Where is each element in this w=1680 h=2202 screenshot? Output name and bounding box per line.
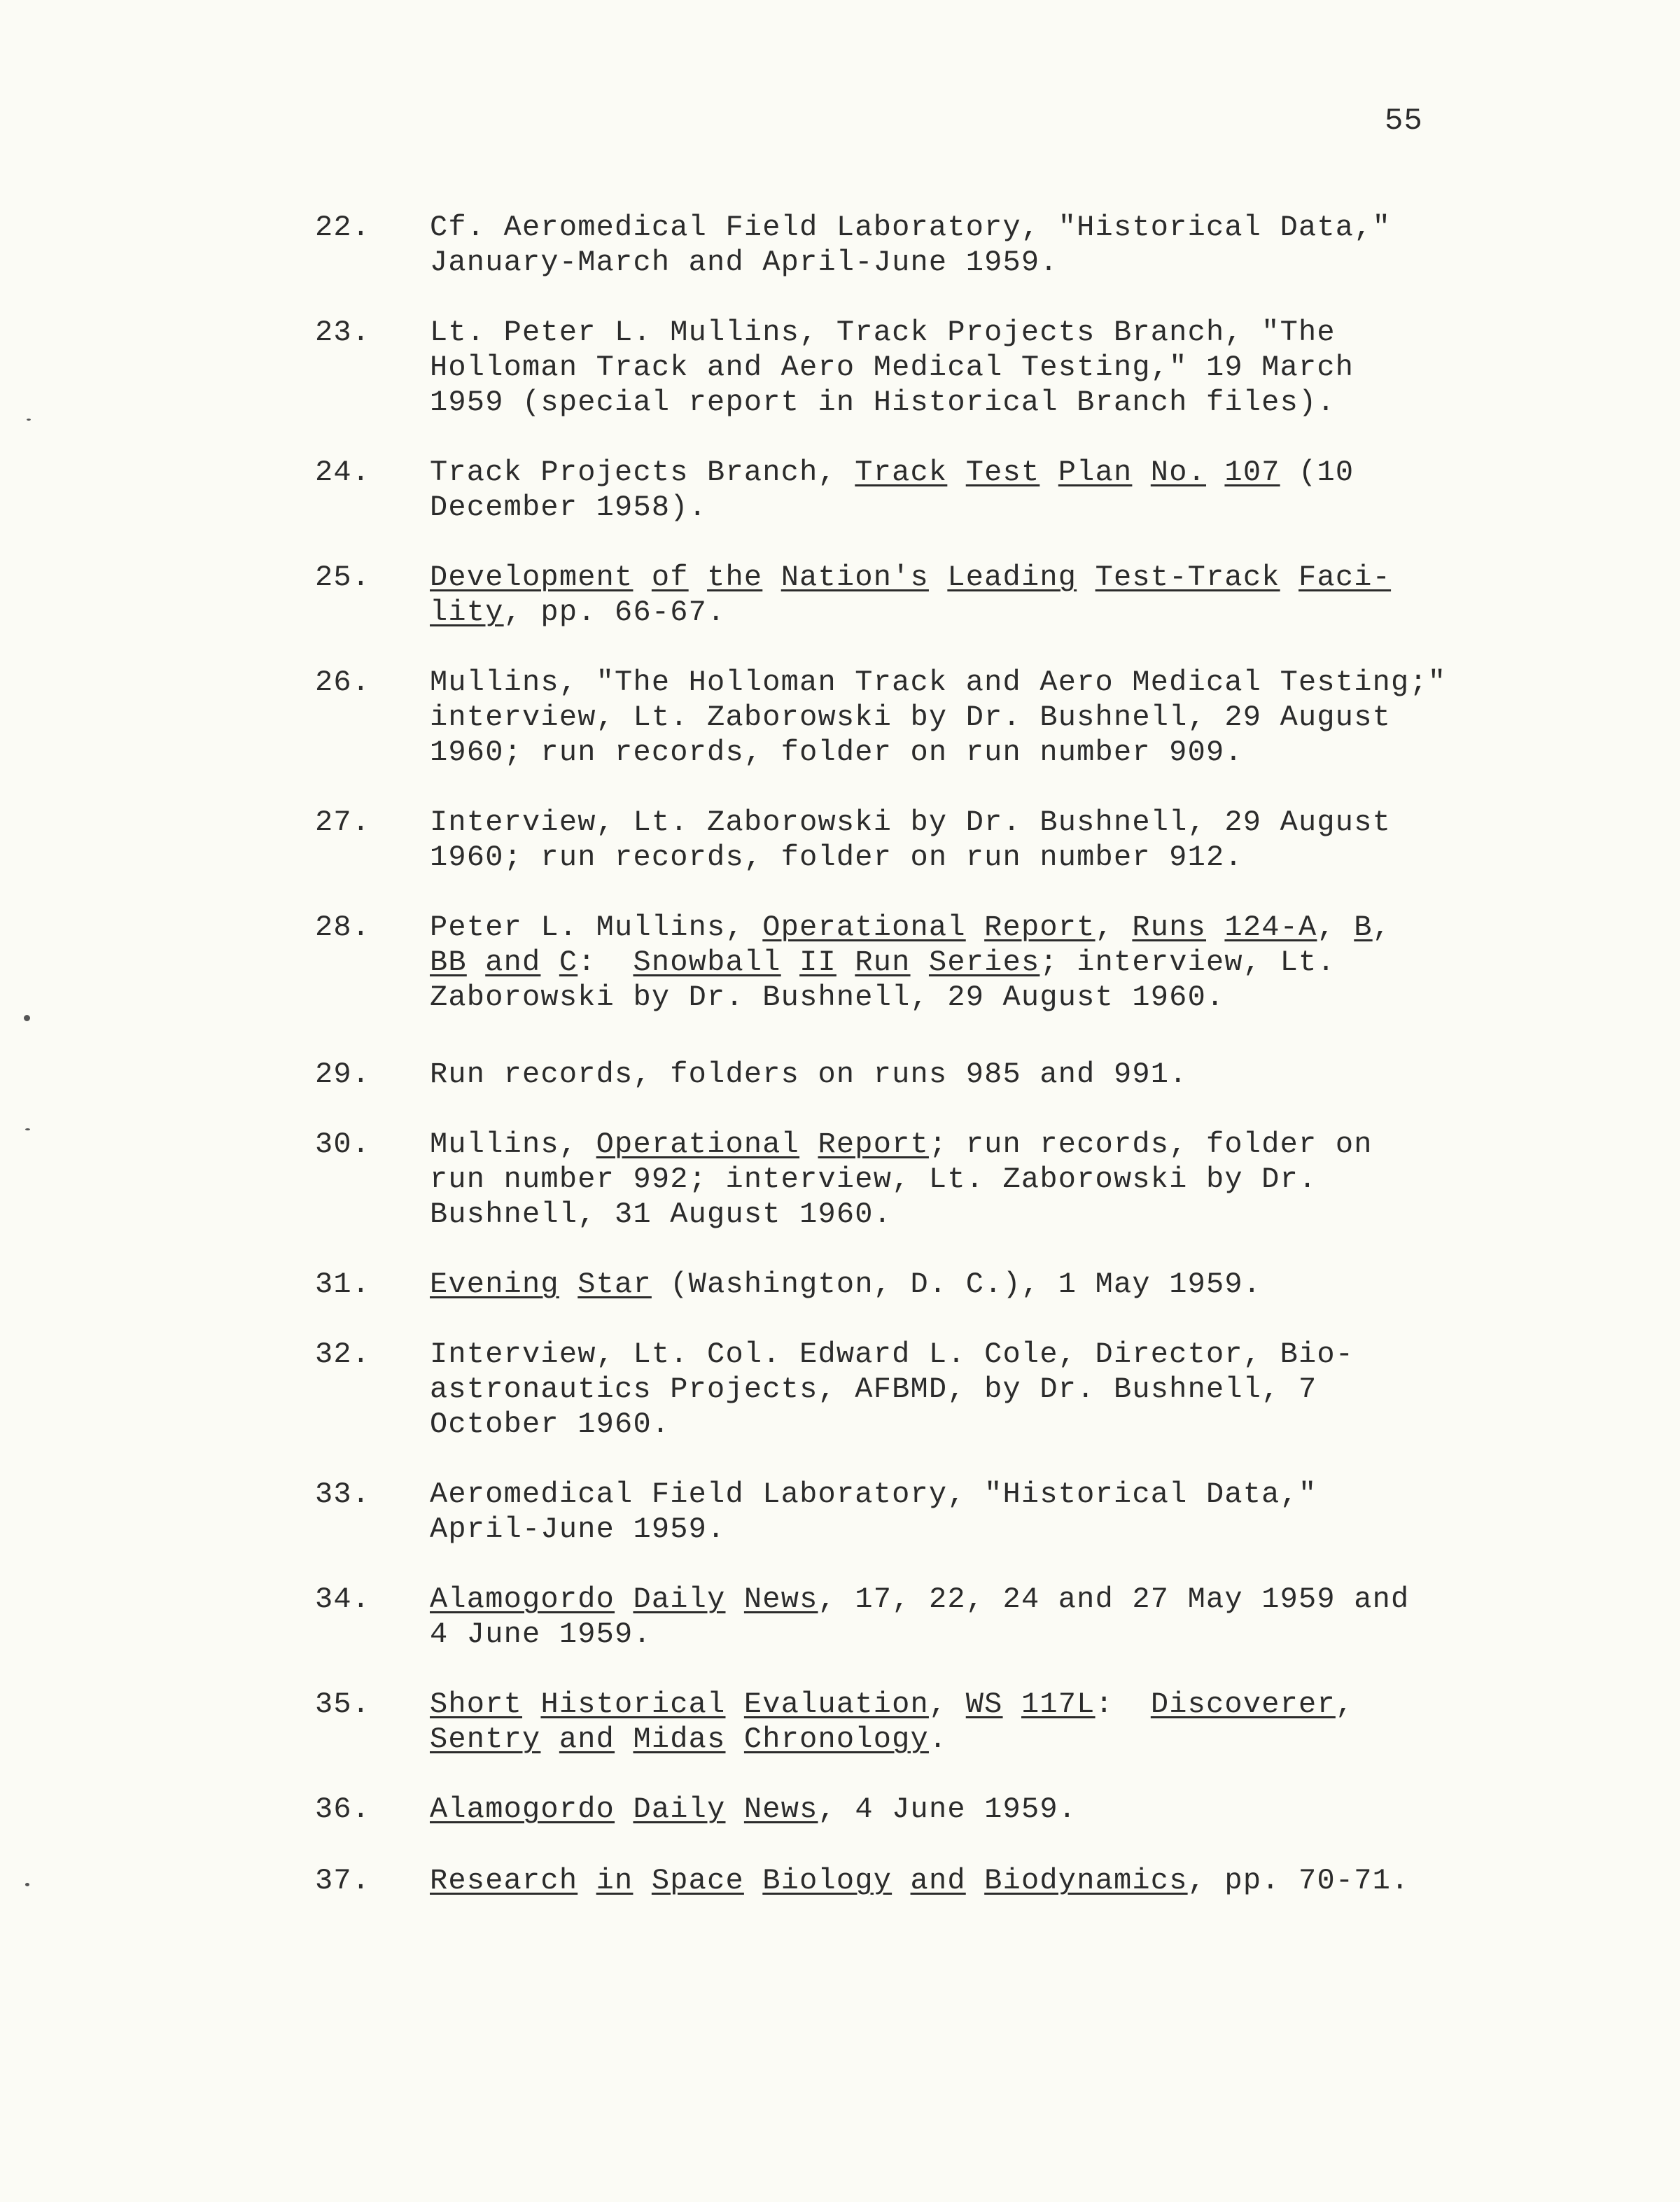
underlined-title-segment: 117L bbox=[1021, 1688, 1096, 1721]
text-segment: December 1958). bbox=[430, 491, 708, 524]
text-segment bbox=[615, 1723, 633, 1756]
endnote-number: 31. bbox=[315, 1268, 371, 1301]
underlined-title-segment: Chronology bbox=[743, 1723, 929, 1756]
text-segment bbox=[725, 1793, 743, 1826]
endnote-line bbox=[430, 980, 1550, 1015]
underlined-title-segment: Short bbox=[430, 1688, 523, 1721]
text-segment bbox=[633, 1864, 651, 1898]
margin-mark bbox=[25, 1128, 30, 1130]
text-segment bbox=[467, 946, 485, 979]
endnote-text bbox=[430, 1127, 1550, 1232]
endnote-text bbox=[430, 210, 1550, 280]
endnote-line bbox=[430, 315, 1550, 350]
endnote-text bbox=[430, 1792, 1550, 1827]
text-segment: : bbox=[578, 946, 634, 979]
text-segment bbox=[744, 1864, 762, 1898]
text-segment bbox=[1077, 561, 1095, 594]
text-segment: (10 bbox=[1280, 456, 1354, 489]
endnote-line bbox=[430, 1057, 1550, 1092]
underlined-title-segment: Evening bbox=[430, 1268, 559, 1301]
text-segment bbox=[615, 1583, 633, 1616]
endnote-line bbox=[430, 840, 1550, 875]
endnote-number: 28. bbox=[315, 911, 371, 944]
text-segment: ; interview, Lt. bbox=[1040, 946, 1336, 979]
underlined-title-segment: Track bbox=[855, 456, 948, 489]
endnote-line bbox=[430, 1162, 1550, 1197]
text-segment: Peter L. Mullins, bbox=[430, 911, 763, 944]
endnote-line bbox=[430, 490, 1550, 525]
endnote-number: 30. bbox=[315, 1128, 371, 1161]
underlined-title-segment: News bbox=[743, 1583, 818, 1616]
underlined-title-segment: and bbox=[910, 1864, 966, 1898]
text-segment: October 1960. bbox=[430, 1408, 671, 1441]
text-segment: 1960; run records, folder on run number 912. bbox=[430, 841, 1243, 874]
text-segment: Mullins, bbox=[430, 1128, 596, 1161]
text-segment: ; run records, folder on bbox=[928, 1128, 1373, 1161]
text-segment: January-March and April-June 1959. bbox=[430, 246, 1058, 279]
underlined-title-segment: Daily bbox=[633, 1583, 726, 1616]
endnote-line bbox=[430, 1337, 1550, 1372]
underlined-title-segment: Run bbox=[855, 946, 911, 979]
underlined-title-segment: and bbox=[559, 1723, 615, 1756]
text-segment bbox=[615, 1793, 633, 1826]
underlined-title-segment: lity bbox=[430, 596, 504, 629]
underlined-title-segment: Test bbox=[965, 456, 1040, 489]
text-segment: Cf. Aeromedical Field Laboratory, "Historical Data," bbox=[430, 211, 1392, 244]
text-segment bbox=[725, 1688, 743, 1721]
text-segment bbox=[929, 561, 947, 594]
text-segment bbox=[1206, 911, 1224, 944]
endnote-number: 23. bbox=[315, 316, 371, 349]
underlined-title-segment: 124-A bbox=[1224, 911, 1317, 944]
text-segment: Track Projects Branch, bbox=[430, 456, 855, 489]
text-segment: April-June 1959. bbox=[430, 1513, 726, 1546]
underlined-title-segment: News bbox=[743, 1793, 818, 1826]
text-segment bbox=[966, 911, 984, 944]
text-segment bbox=[522, 1688, 540, 1721]
underlined-title-segment: Test-Track bbox=[1095, 561, 1280, 594]
text-segment bbox=[540, 946, 559, 979]
endnote-line bbox=[430, 1407, 1550, 1442]
underlined-title-segment: the bbox=[707, 561, 763, 594]
text-segment: interview, Lt. Zaborowski by Dr. Bushnell, 29 August bbox=[430, 701, 1392, 734]
text-segment: (Washington, D. C.), 1 May 1959. bbox=[651, 1268, 1262, 1301]
endnote-number: 34. bbox=[315, 1583, 371, 1616]
text-segment: , bbox=[1335, 1688, 1354, 1721]
underlined-title-segment: Biodynamics bbox=[984, 1864, 1188, 1898]
underlined-title-segment: and bbox=[485, 946, 541, 979]
underlined-title-segment: C bbox=[559, 946, 578, 979]
underlined-title-segment: Midas bbox=[633, 1723, 726, 1756]
underlined-title-segment: WS bbox=[965, 1688, 1003, 1721]
margin-mark bbox=[25, 1883, 29, 1886]
underlined-title-segment: Plan bbox=[1058, 456, 1133, 489]
underlined-title-segment: B bbox=[1354, 911, 1373, 944]
text-segment bbox=[540, 1723, 559, 1756]
endnote-text bbox=[430, 1337, 1550, 1442]
endnote-number: 36. bbox=[315, 1793, 371, 1826]
underlined-title-segment: Development bbox=[430, 561, 634, 594]
underlined-title-segment: Research bbox=[430, 1864, 578, 1898]
endnote-text bbox=[430, 315, 1550, 420]
text-segment bbox=[689, 561, 707, 594]
text-segment bbox=[1003, 1688, 1021, 1721]
endnote-text bbox=[430, 1267, 1550, 1302]
endnote-text bbox=[430, 805, 1550, 875]
text-segment bbox=[559, 1268, 578, 1301]
margin-mark bbox=[24, 1015, 30, 1021]
endnote-line bbox=[430, 245, 1550, 280]
text-segment bbox=[1280, 561, 1298, 594]
endnote-line bbox=[430, 910, 1550, 945]
underlined-title-segment: BB bbox=[430, 946, 467, 979]
text-segment: , bbox=[1372, 911, 1392, 944]
underlined-title-segment: Operational bbox=[596, 1128, 800, 1161]
endnote-line bbox=[430, 1863, 1550, 1898]
endnote-line bbox=[430, 1267, 1550, 1302]
underlined-title-segment: Sentry bbox=[430, 1723, 541, 1756]
text-segment: Lt. Peter L. Mullins, Track Projects Branch, "The bbox=[430, 316, 1336, 349]
endnote-line bbox=[430, 1512, 1550, 1547]
underlined-title-segment: Historical bbox=[540, 1688, 726, 1721]
endnote-line bbox=[430, 1197, 1550, 1232]
endnote-line bbox=[430, 1722, 1550, 1757]
text-segment: , pp. 70-71. bbox=[1187, 1864, 1410, 1898]
endnote-line bbox=[430, 1372, 1550, 1407]
text-segment: : bbox=[1095, 1688, 1151, 1721]
text-segment bbox=[633, 561, 651, 594]
endnote-number: 29. bbox=[315, 1058, 371, 1091]
endnote-line bbox=[430, 805, 1550, 840]
underlined-title-segment: Biology bbox=[762, 1864, 892, 1898]
text-segment bbox=[911, 946, 929, 979]
endnote-number: 35. bbox=[315, 1688, 371, 1721]
endnote-text bbox=[430, 1582, 1550, 1652]
text-segment bbox=[947, 456, 965, 489]
text-segment bbox=[726, 1723, 744, 1756]
underlined-title-segment: No. bbox=[1150, 456, 1207, 489]
text-segment bbox=[1132, 456, 1150, 489]
text-segment bbox=[725, 1583, 743, 1616]
endnote-line bbox=[430, 1477, 1550, 1512]
text-segment: 1959 (special report in Historical Branch files). bbox=[430, 386, 1336, 419]
underlined-title-segment: II bbox=[799, 946, 836, 979]
underlined-title-segment: 107 bbox=[1224, 456, 1280, 489]
underlined-title-segment: Alamogordo bbox=[430, 1793, 615, 1826]
endnote-number: 32. bbox=[315, 1338, 371, 1371]
text-segment: , bbox=[1095, 911, 1133, 944]
underlined-title-segment: in bbox=[596, 1864, 634, 1898]
endnote-text bbox=[430, 1057, 1550, 1092]
text-segment: Run records, folders on runs 985 and 991. bbox=[430, 1058, 1188, 1091]
endnote-number: 27. bbox=[315, 806, 371, 839]
underlined-title-segment: Report bbox=[818, 1128, 929, 1161]
endnote-line bbox=[430, 735, 1550, 770]
text-segment: Holloman Track and Aero Medical Testing," 19 March bbox=[430, 351, 1354, 384]
text-segment: Aeromedical Field Laboratory, "Historical Data," bbox=[430, 1478, 1317, 1511]
endnote-number: 37. bbox=[315, 1864, 371, 1898]
text-segment: 4 June 1959. bbox=[430, 1618, 652, 1651]
underlined-title-segment: Series bbox=[928, 946, 1040, 979]
endnote-number: 33. bbox=[315, 1478, 371, 1511]
endnote-line bbox=[430, 945, 1550, 980]
text-segment: , 17, 22, 24 and 27 May 1959 and bbox=[818, 1583, 1410, 1616]
text-segment bbox=[781, 946, 799, 979]
underlined-title-segment: Nation's bbox=[780, 561, 929, 594]
margin-mark bbox=[27, 419, 31, 421]
endnote-line bbox=[430, 1687, 1550, 1722]
endnote-line bbox=[430, 455, 1550, 490]
text-segment: run number 992; interview, Lt. Zaborowski by Dr. bbox=[430, 1163, 1317, 1196]
page-number: 55 bbox=[1385, 104, 1423, 139]
text-segment bbox=[1206, 456, 1224, 489]
underlined-title-segment: Alamogordo bbox=[430, 1583, 615, 1616]
endnote-line bbox=[430, 350, 1550, 385]
text-segment: , 4 June 1959. bbox=[818, 1793, 1077, 1826]
text-segment: . bbox=[928, 1723, 948, 1756]
underlined-title-segment: Discoverer bbox=[1150, 1688, 1336, 1721]
endnote-text bbox=[430, 455, 1550, 525]
endnote-number: 25. bbox=[315, 561, 371, 594]
underlined-title-segment: Space bbox=[651, 1864, 744, 1898]
endnote-line bbox=[430, 385, 1550, 420]
text-segment bbox=[799, 1128, 818, 1161]
text-segment bbox=[966, 1864, 984, 1898]
underlined-title-segment: Daily bbox=[633, 1793, 726, 1826]
underlined-title-segment: Leading bbox=[947, 561, 1077, 594]
text-segment: astronautics Projects, AFBMD, by Dr. Bushnell, 7 bbox=[430, 1373, 1317, 1406]
endnote-text bbox=[430, 1863, 1550, 1898]
endnote-line bbox=[430, 595, 1550, 630]
text-segment bbox=[1040, 456, 1058, 489]
underlined-title-segment: Faci- bbox=[1298, 561, 1392, 594]
endnote-text bbox=[430, 1477, 1550, 1547]
underlined-title-segment: Evaluation bbox=[743, 1688, 929, 1721]
text-segment: Zaborowski by Dr. Bushnell, 29 August 1960. bbox=[430, 981, 1225, 1014]
underlined-title-segment: Report bbox=[984, 911, 1096, 944]
underlined-title-segment: Runs bbox=[1132, 911, 1207, 944]
endnote-line bbox=[430, 700, 1550, 735]
text-segment: 1960; run records, folder on run number 909. bbox=[430, 736, 1243, 769]
endnote-number: 26. bbox=[315, 666, 371, 699]
endnote-line bbox=[430, 665, 1550, 700]
endnote-line bbox=[430, 1127, 1550, 1162]
underlined-title-segment: Snowball bbox=[633, 946, 781, 979]
text-segment: Bushnell, 31 August 1960. bbox=[430, 1198, 892, 1231]
text-segment bbox=[762, 561, 780, 594]
text-segment bbox=[892, 1864, 910, 1898]
text-segment: , bbox=[928, 1688, 966, 1721]
text-segment: Mullins, "The Holloman Track and Aero Medical Testing;" bbox=[430, 666, 1447, 699]
endnote-text bbox=[430, 1687, 1550, 1757]
endnote-number: 22. bbox=[315, 211, 371, 244]
text-segment: , pp. 66-67. bbox=[503, 596, 726, 629]
endnote-line bbox=[430, 1792, 1550, 1827]
endnote-line bbox=[430, 1617, 1550, 1652]
text-segment bbox=[836, 946, 855, 979]
endnote-line bbox=[430, 560, 1550, 595]
underlined-title-segment: of bbox=[651, 561, 689, 594]
endnote-text bbox=[430, 560, 1550, 630]
text-segment bbox=[578, 1864, 596, 1898]
endnote-line bbox=[430, 1582, 1550, 1617]
text-segment: Interview, Lt. Col. Edward L. Cole, Director, Bio- bbox=[430, 1338, 1354, 1371]
endnote-line bbox=[430, 210, 1550, 245]
underlined-title-segment: Operational bbox=[762, 911, 966, 944]
underlined-title-segment: Star bbox=[578, 1268, 652, 1301]
endnote-text bbox=[430, 665, 1550, 770]
text-segment: , bbox=[1317, 911, 1354, 944]
text-segment: Interview, Lt. Zaborowski by Dr. Bushnell, 29 August bbox=[430, 806, 1392, 839]
endnote-text bbox=[430, 910, 1550, 1015]
endnote-number: 24. bbox=[315, 456, 371, 489]
